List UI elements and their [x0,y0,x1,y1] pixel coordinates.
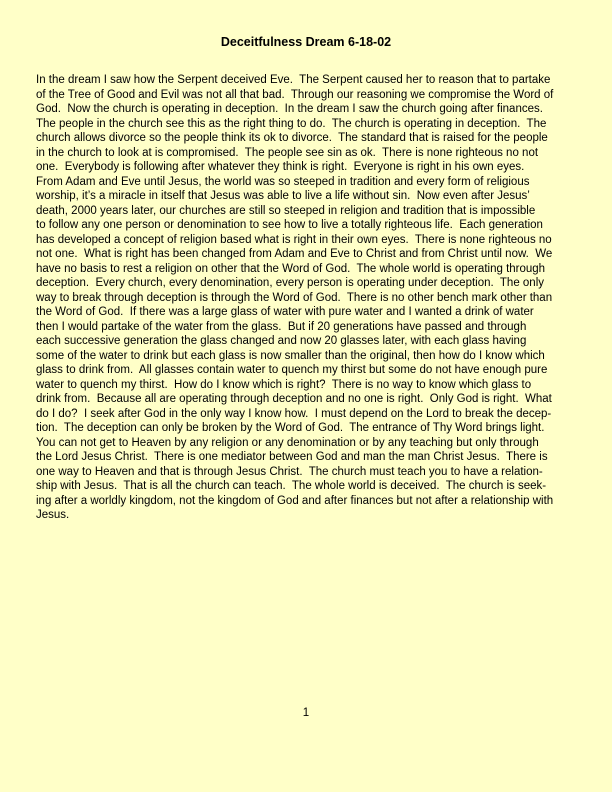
body-line: Jesus. [36,509,70,521]
body-line: some of the water to drink but each glass is now smaller than the original, then how do I know which [36,349,545,362]
document-title: Deceitfulness Dream 6-18-02 [220,35,392,49]
body-line: each successive generation the glass changed and now 20 glasses later, with each glass having [36,335,527,347]
body-line: to follow any one person or denomination to see how to live a totally righteous life. Each generation [36,219,543,231]
body-line: has developed a concept of religion based what is right in their own eyes. There is none righteous no [36,233,552,246]
body-line: deception. Every church, every denomination, every person is operating under deception. The only [36,277,545,289]
body-line: ing after a worldly kingdom, not the kingdom of God and after finances but not after a relationship with [36,494,554,507]
body-line: ship with Jesus. That is all the church can teach. The whole world is deceived. The church is seek- [36,480,547,492]
body-line: of the Tree of Good and Evil was not all that bad. Through our reasoning we compromise the Word of [36,88,554,101]
body-line: in the church to look at is compromised. The people see sin as ok. There is none righteous no not [36,146,539,159]
body-line: glass to drink from. All glasses contain water to quench my thirst but some do not have enough pure [36,364,548,376]
body-line: worship, it’s a miracle in itself that Jesus was able to live a life without sin. Now even after Jesus’ [36,190,530,202]
body-line: water to quench my thirst. How do I know which is right? There is no way to know which glass to [36,378,532,391]
body-line: way to break through deception is through the Word of God. There is no other bench mark other than [36,291,553,304]
body-line: God. Now the church is operating in deception. In the dream I saw the church going after finances. [36,103,543,115]
body-paragraph [36,73,578,523]
body-line: then I would partake of the water from the glass. But if 20 generations have passed and through [36,320,527,333]
body-line: one way to Heaven and that is through Jesus Christ. The church must teach you to have a relation- [36,465,543,478]
body-line: The people in the church see this as the right thing to do. The church is operating in deception. The [36,117,547,130]
body-line: have no basis to rest a religion on other that the Word of God. The whole world is operating through [36,262,546,275]
body-line: the Word of God. If there was a large glass of water with pure water and I wanted a drink of water [36,306,534,318]
page-number: 1 [302,707,310,719]
body-line: From Adam and Eve until Jesus, the world was so steeped in tradition and every form of religious [36,175,530,188]
body-line: drink from. Because all are operating through deception and no one is right. Only God is right. What [36,393,552,405]
body-line: death, 2000 years later, our churches are still so steeped in religion and tradition that is impossible [36,204,536,217]
body-line: the Lord Jesus Christ. There is one mediator between God and man the man Christ Jesus. There is [36,451,548,463]
body-line: church allows divorce so the people think its ok to divorce. The standard that is raised for the people [36,132,548,144]
body-line: You can not get to Heaven by any religion or any denomination or by any teaching but only through [36,436,539,449]
body-line: tion. The deception can only be broken by the Word of God. The entrance of Thy Word brings light. [36,422,545,434]
body-line: do I do? I seek after God in the only way I know how. I must depend on the Lord to break the decep- [36,407,552,420]
body-line: one. Everybody is following after whatever they think is right. Everyone is right in his own eyes. [36,161,525,173]
body-line: not one. What is right has been changed from Adam and Eve to Christ and from Christ until now. We [36,248,553,260]
body-line: In the dream I saw how the Serpent deceived Eve. The Serpent caused her to reason that to partake [36,74,551,86]
